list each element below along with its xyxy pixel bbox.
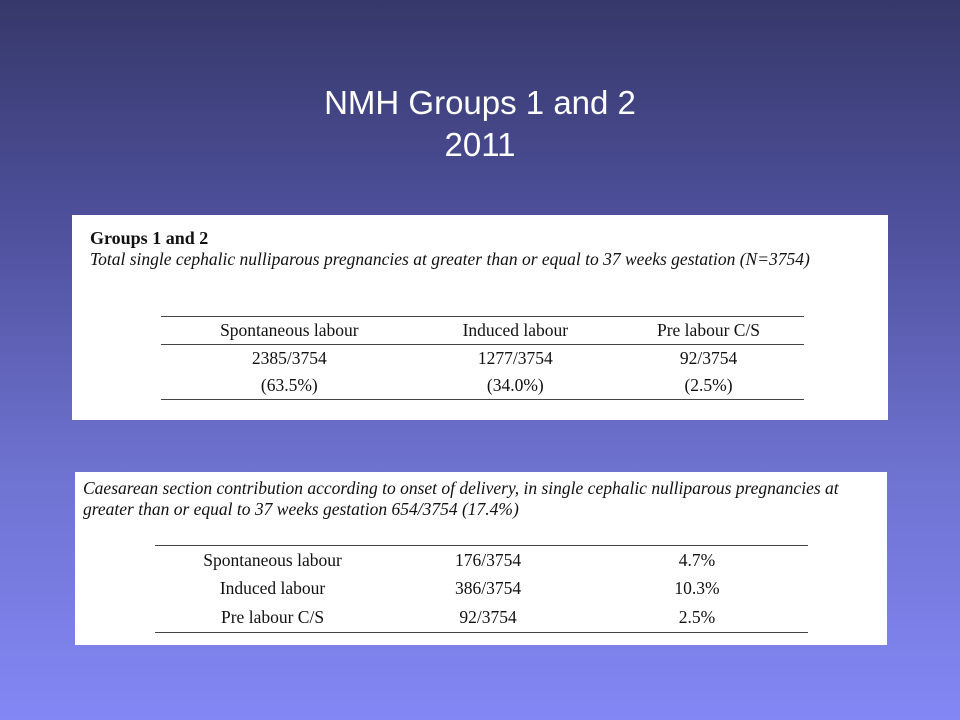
table-row bbox=[155, 575, 808, 604]
table-cell: 92/3754 bbox=[679, 348, 738, 368]
table-cell: 386/3754 bbox=[454, 578, 522, 599]
slide-title-line-1: NMH Groups 1 and 2 bbox=[324, 84, 636, 121]
panel-heading: Groups 1 and 2 bbox=[90, 228, 209, 248]
table-row bbox=[161, 372, 804, 400]
table-cell: Pre labour C/S bbox=[155, 603, 390, 632]
table-cell: 176/3754 bbox=[390, 546, 586, 575]
column-header: Induced labour bbox=[418, 317, 613, 345]
table-cell: (2.5%) bbox=[613, 372, 804, 400]
slide-title-line-2: 2011 bbox=[444, 126, 516, 163]
table-cell: 10.3% bbox=[674, 578, 720, 599]
table-cell: (63.5%) bbox=[161, 372, 418, 400]
table-cell: 1277/3754 bbox=[477, 348, 553, 368]
panel-subheading: Total single cephalic nulliparous pregnancies at greater than or equal to 37 weeks gestation (N=3754) bbox=[90, 249, 810, 269]
table-cell: 2.5% bbox=[586, 603, 808, 632]
table-cell: 2385/3754 bbox=[251, 348, 327, 368]
groups-table-panel bbox=[72, 215, 888, 420]
table-cell: Spontaneous labour bbox=[155, 546, 390, 575]
table-header-row bbox=[161, 317, 804, 345]
labour-onset-table bbox=[161, 316, 804, 400]
caesarean-table-panel bbox=[75, 472, 887, 645]
table-cell: (34.0%) bbox=[418, 372, 613, 400]
table-cell: Induced labour bbox=[219, 578, 326, 599]
column-header: Pre labour C/S bbox=[613, 317, 804, 345]
table-row bbox=[155, 546, 808, 575]
table-cell: 4.7% bbox=[586, 546, 808, 575]
panel-caption: Caesarean section contribution according to onset of delivery, in single cephalic nulliparous pregnancies at greater than or equal to 37 weeks gestation 654/3754 (17.4%) bbox=[83, 478, 839, 519]
table-row bbox=[161, 345, 804, 373]
slide-title bbox=[0, 82, 960, 166]
table-row bbox=[155, 603, 808, 632]
caesarean-contribution-table bbox=[155, 545, 808, 633]
table-cell: 92/3754 bbox=[390, 603, 586, 632]
column-header: Spontaneous labour bbox=[161, 317, 418, 345]
